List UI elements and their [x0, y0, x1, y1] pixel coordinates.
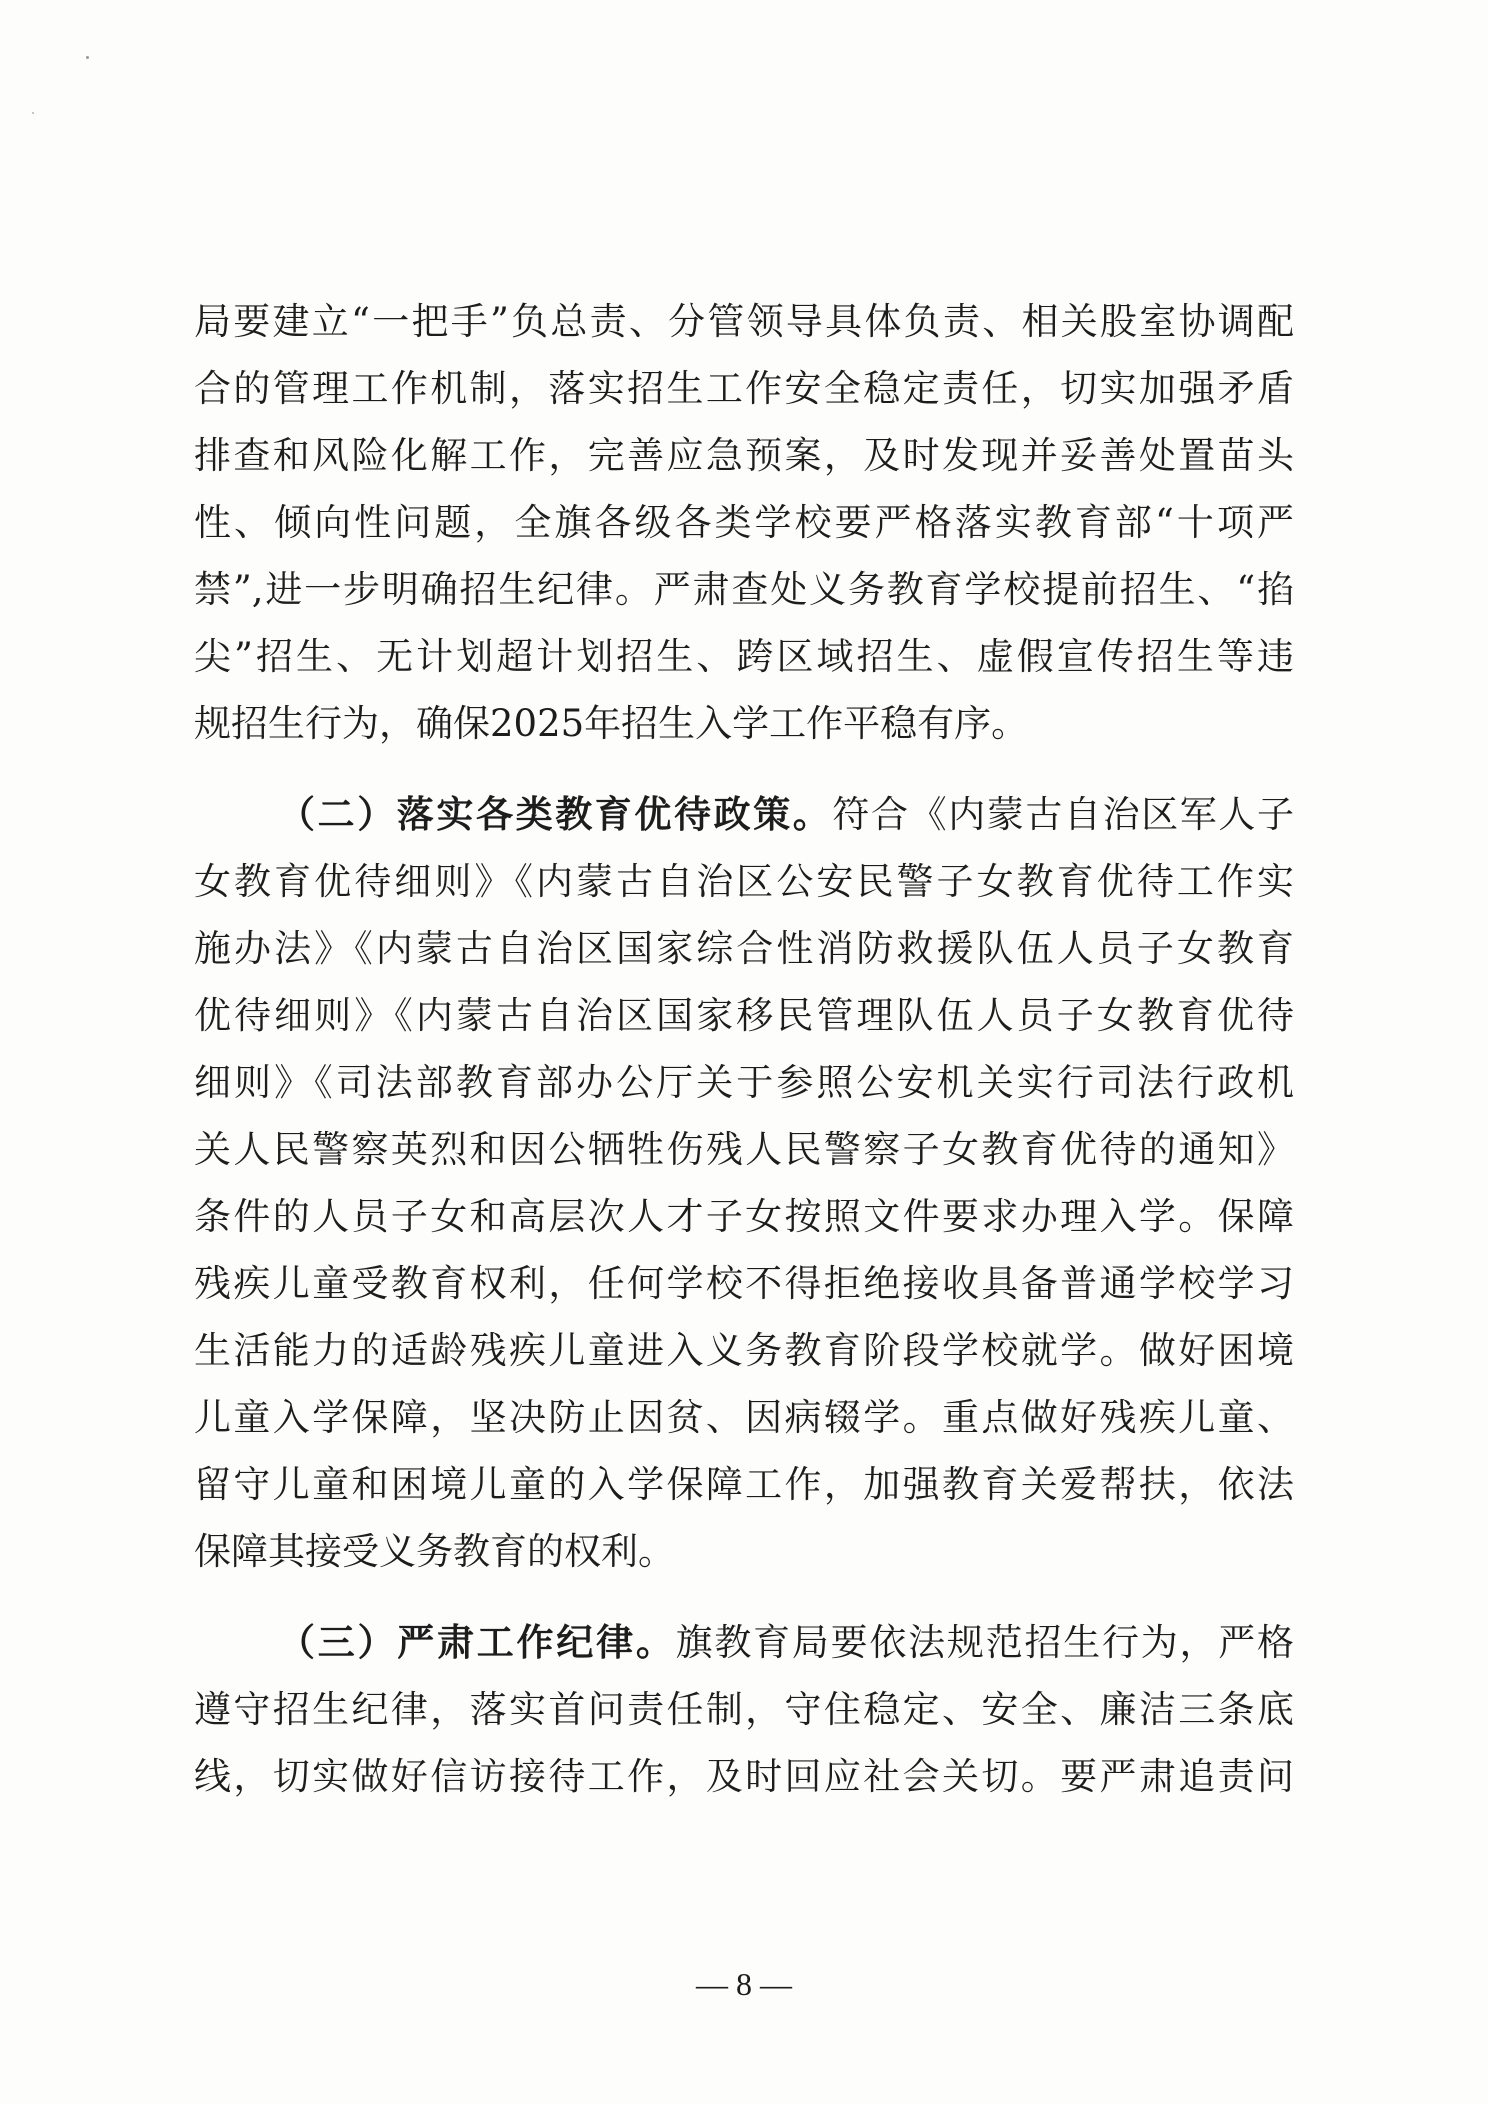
text-line: 留守儿童和困境儿童的入学保障工作，加强教育关爱帮扶，依法: [194, 1463, 1294, 1506]
text-line: 优待细则》《内蒙古自治区国家移民管理队伍人员子女教育优待: [194, 994, 1294, 1037]
text-line: 残疾儿童受教育权利，任何学校不得拒绝接收具备普通学校学习: [194, 1262, 1294, 1305]
section-heading-2: （二）落实各类教育优待政策。: [278, 793, 833, 836]
text-line: 尖”招生、无计划超计划招生、跨区域招生、虚假宣传招生等违: [194, 635, 1294, 678]
text-line: 性、倾向性问题，全旗各级各类学校要严格落实教育部“十项严: [194, 501, 1294, 544]
text-line: 遵守招生纪律，落实首问责任制，守住稳定、安全、廉洁三条底: [194, 1688, 1294, 1731]
text-line: 禁”,进一步明确招生纪律。严肃查处义务教育学校提前招生、“掐: [194, 568, 1294, 611]
text-line: 关人民警察英烈和因公牺牲伤残人民警察子女教育优待的通知》: [194, 1128, 1294, 1171]
paragraph-enrollment-security: [194, 288, 1294, 757]
heading-continuation: 符合《内蒙古自治区军人子: [832, 793, 1294, 836]
text-line: 线，切实做好信访接待工作，及时回应社会关切。要严肃追责问: [194, 1755, 1294, 1798]
page-number: — 8 —: [696, 1966, 792, 2002]
text-line: [194, 1609, 1294, 1676]
scan-speck: [32, 112, 34, 114]
text-line: 保障其接受义务教育的权利。: [194, 1530, 675, 1573]
document-body: [194, 288, 1294, 1810]
text-line: 合的管理工作机制，落实招生工作安全稳定责任，切实加强矛盾: [194, 367, 1294, 410]
text-line: [194, 781, 1294, 848]
text-line: 生活能力的适龄残疾儿童进入义务教育阶段学校就学。做好困境: [194, 1329, 1294, 1372]
heading-continuation: 旗教育局要依法规范招生行为，严格: [675, 1621, 1294, 1664]
text-line: 施办法》《内蒙古自治区国家综合性消防救援队伍人员子女教育: [194, 927, 1294, 970]
text-line: 细则》《司法部教育部办公厅关于参照公安机关实行司法行政机: [194, 1061, 1294, 1104]
paragraph-preferential-policies: [194, 781, 1294, 1585]
section-heading-3: （三）严肃工作纪律。: [278, 1621, 676, 1664]
text-line: 儿童入学保障，坚决防止因贫、因病辍学。重点做好残疾儿童、: [194, 1396, 1294, 1439]
text-line: 条件的人员子女和高层次人才子女按照文件要求办理入学。保障: [194, 1195, 1294, 1238]
paragraph-work-discipline: [194, 1609, 1294, 1810]
scan-speck: [86, 56, 89, 59]
text-line: 女教育优待细则》《内蒙古自治区公安民警子女教育优待工作实: [194, 860, 1294, 903]
text-line: 排查和风险化解工作，完善应急预案，及时发现并妥善处置苗头: [194, 434, 1294, 477]
text-line: 局要建立“一把手”负总责、分管领导具体负责、相关股室协调配: [194, 300, 1294, 343]
text-line: 规招生行为，确保2025年招生入学工作平稳有序。: [194, 702, 1029, 745]
